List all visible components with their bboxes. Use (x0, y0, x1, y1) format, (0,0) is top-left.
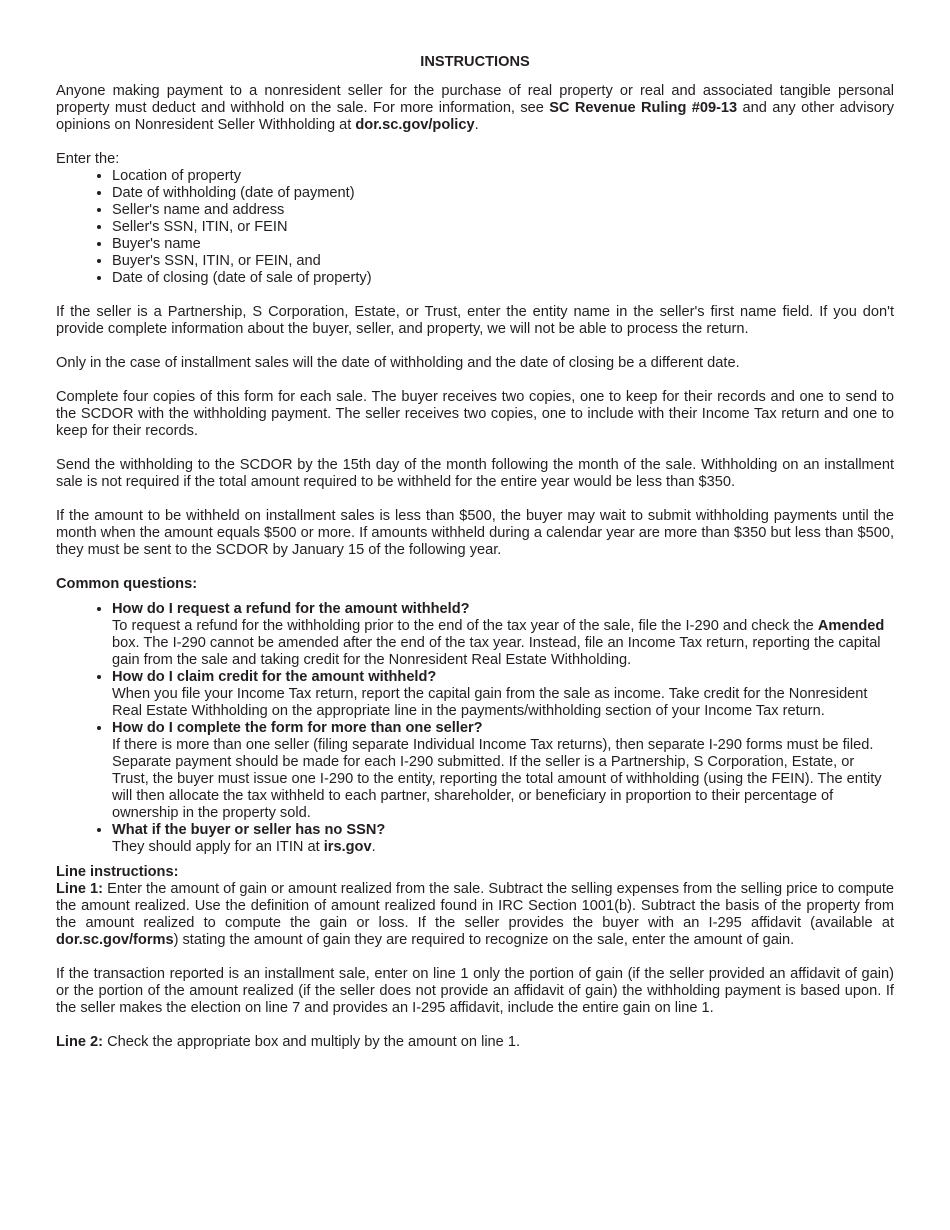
answer-text: To request a refund for the withholding prior to the end of the tax year of the sale, file the I-290 and check the (112, 618, 818, 634)
list-item: • Seller's name and address (112, 202, 894, 219)
line-1-text: Enter the amount of gain or amount realized from the sale. Subtract the selling expenses from the selling price to compute the amount realized. Use the definition of amount realized found in IRC Section 1001(b). Subtract the basis of the property from the amount realized to compute the gain or loss. If the seller provides the buyer with an I-295 affidavit (available at (56, 881, 895, 931)
answer-text: They should apply for an ITIN at (112, 839, 324, 855)
entity-paragraph: If the seller is a Partnership, S Corporation, Estate, or Trust, enter the entity name in the seller's first name field. If you don't provide complete information about the buyer, seller, and property, we will not be able to process the return. (56, 304, 894, 337)
page-title: INSTRUCTIONS (420, 54, 530, 70)
wait-paragraph: If the amount to be withheld on installment sales is less than $500, the buyer may wait to submit withholding payments until the month when the amount equals $500 or more. If amounts withheld during a calendar year are more than $350 but less than $500, they must be sent to the SCDOR by January 15 of the following year. (56, 508, 894, 558)
answer-no-ssn (112, 839, 376, 855)
answer-multiple-sellers: If there is more than one seller (filing separate Individual Income Tax returns), then separate I-290 forms must be filed. Separate payment should be made for each I-290 submitted. If the seller is a Partnership, S Corporation, Estate, or Trust, the buyer must issue one I-290 to the entity, reporting the total amount of withholding (using the FEIN). The entity will then allocate the tax withheld to each partner, shareholder, or beneficiary in proportion to their percentage of ownership in the property sold. (112, 737, 882, 821)
list-item: • Seller's SSN, ITIN, or FEIN (112, 219, 894, 236)
enter-the-label: Enter the: (56, 151, 120, 167)
question-item (112, 822, 894, 856)
policy-url: dor.sc.gov/policy (355, 117, 475, 133)
line-1-installment-paragraph: If the transaction reported is an installment sale, enter on line 1 only the portion of gain (if the seller provided an affidavit of gain) or the portion of the amount realized (if the seller does not provide an affidavit of gain) the withholding payment is based upon. If the seller makes the election on line 7 and provides an I-295 affidavit, include the entire gain on line 1. (56, 966, 894, 1016)
line-2-label: Line 2: (56, 1034, 104, 1050)
copies-paragraph: Complete four copies of this form for each sale. The buyer receives two copies, one to keep for their records and one to send to the SCDOR with the withholding payment. The seller receives two copies, one to include with their Income Tax return and one to keep for their records. (56, 389, 894, 439)
list-item: • Date of closing (date of sale of property) (112, 270, 894, 287)
send-paragraph: Send the withholding to the SCDOR by the 15th day of the month following the month of the sale. Withholding on an installment sale is not required if the total amount required to be withheld for the entire year would be less than $350. (56, 457, 894, 490)
line-2-text: Check the appropriate box and multiply by the amount on line 1. (103, 1034, 521, 1050)
question-item (112, 601, 894, 669)
list-item: • Date of withholding (date of payment) (112, 185, 894, 202)
answer-claim-credit: When you file your Income Tax return, report the capital gain from the sale as income. Take credit for the Nonresident Real Estate Withholding on the appropriate line in the payments/withholding section of your Income Tax return. (112, 686, 868, 719)
irs-url: irs.gov (323, 839, 372, 855)
intro-paragraph (56, 83, 894, 134)
amended-label: Amended (817, 618, 885, 634)
line-1-text: ) stating the amount of gain they are required to recognize on the sale, enter the amount of gain. (173, 932, 795, 948)
common-questions-list (56, 601, 894, 856)
question-claim-credit: • How do I claim credit for the amount withheld? (112, 669, 437, 685)
question-item (112, 669, 894, 720)
forms-url: dor.sc.gov/forms (56, 932, 174, 948)
intro-text-1: Anyone making payment to a nonresident seller for the purchase of real property or real and associated tangible personal property must deduct and withhold on the sale. For more information, see (56, 83, 894, 116)
list-item: • Buyer's name (112, 236, 894, 253)
intro-text-2: and any other advisory opinions on Nonresident Seller Withholding at (56, 100, 895, 133)
revenue-ruling-reference: SC Revenue Ruling #09-13 (549, 100, 738, 116)
question-multiple-sellers: • How do I complete the form for more than one seller? (112, 720, 483, 736)
line-1-label: Line 1: (56, 881, 104, 897)
question-no-ssn: • What if the buyer or seller has no SSN? (112, 822, 386, 838)
answer-text: . (371, 839, 376, 855)
answer-text: box. The I-290 cannot be amended after the end of the tax year. Instead, file an Income Tax return, reporting the capital gain from the sale and taking credit for the Nonresident Real Estate Withholding. (112, 635, 881, 668)
list-item: • Buyer's SSN, ITIN, or FEIN, and (112, 253, 894, 270)
enter-items-list (56, 168, 894, 287)
question-item (112, 720, 894, 822)
installment-paragraph: Only in the case of installment sales will the date of withholding and the date of closing be a different date. (56, 355, 740, 371)
list-item: • Location of property (112, 168, 894, 185)
answer-refund (112, 618, 884, 668)
common-questions-heading: Common questions: (56, 576, 198, 592)
line-2-paragraph (56, 1034, 894, 1051)
question-refund: • How do I request a refund for the amount withheld? (112, 601, 470, 617)
line-1-paragraph (56, 881, 894, 949)
line-instructions-heading: Line instructions: (56, 864, 179, 880)
intro-text-3: . (474, 117, 479, 133)
instructions-page (56, 0, 894, 1051)
